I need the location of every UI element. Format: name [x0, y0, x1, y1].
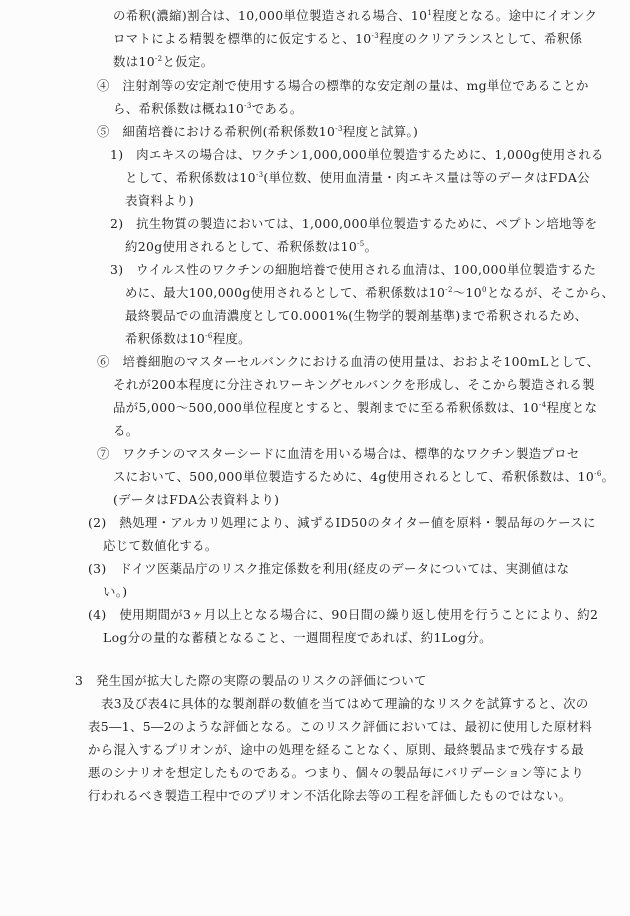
superscript: -4 — [538, 401, 547, 409]
text-span: Log分の量的な蓄積となること、一週間程度であれば、約1Log分。 — [103, 630, 492, 645]
text-span: 。 — [601, 469, 615, 484]
text-line — [125, 193, 194, 209]
text-line — [113, 377, 595, 393]
text-line — [125, 170, 590, 186]
text-line — [110, 216, 597, 232]
text-span: と仮定。 — [162, 54, 214, 69]
text-line — [125, 308, 587, 324]
superscript: -3 — [244, 102, 252, 110]
text-line — [97, 354, 599, 370]
superscript: -2 — [445, 286, 453, 294]
text-span: 最終製品での血清濃度として0.0001%(生物学的製剤基準)まで希釈されるため、 — [125, 308, 588, 323]
text-span: ⑥ 培養細胞のマスターセルバンクにおける血清の使用量は、おおよそ100mLとして、 — [97, 354, 600, 369]
text-span: 程度と試算。) — [342, 124, 419, 139]
text-span: 。 — [364, 239, 378, 254]
text-span: となるが、そこから、 — [486, 285, 615, 300]
text-span: 応じて数値化する。 — [103, 538, 218, 553]
text-span: 程度。 — [212, 331, 251, 346]
text-span: 悪のシナリオを想定したものである。つまり、個々の製品毎にバリデーション等により — [88, 765, 585, 780]
text-line — [88, 561, 569, 577]
text-line — [88, 742, 584, 758]
superscript: 0 — [482, 286, 487, 294]
text-span: い。) — [103, 584, 128, 599]
text-span: 程度とな — [546, 400, 598, 415]
text-line — [97, 446, 580, 462]
text-span: 約20g使用されるとして、希釈係数は10 — [125, 239, 358, 254]
text-span: ⑤ 細菌培養における希釈例(希釈係数10 — [97, 124, 336, 139]
text-span: (3) ドイツ医薬品庁のリスク推定係数を利用(経皮のデータについては、実測値はな — [88, 561, 570, 576]
text-line — [113, 492, 279, 508]
text-span: 程度のクリアランスとして、希釈係 — [379, 31, 583, 46]
text-line — [113, 54, 213, 70]
text-span: として、希釈係数は10 — [125, 170, 256, 185]
text-span: 3 発生国が拡大した際の実際の製品のリスクの評価について — [75, 673, 427, 688]
superscript: -5 — [357, 240, 365, 248]
text-line — [113, 469, 614, 485]
text-span: 表5―1、5―2のような評価となる。このリスク評価においては、最初に使用した原材料 — [88, 719, 593, 734]
text-span: 表3及び表4に具体的な製剤群の数値を当てはめて理論的なリスクを試算すると、次の — [101, 696, 589, 711]
text-span: 1) 肉エキスの場合は、ワクチン1,000,000単位製造するために、1,000g使用される — [110, 147, 604, 162]
text-line — [88, 719, 592, 735]
text-line — [97, 124, 418, 140]
text-span: る。 — [113, 423, 139, 438]
text-span: ロマトによる精製を標準的に仮定すると、10 — [113, 31, 372, 46]
text-span: である。 — [251, 101, 303, 116]
text-line — [110, 262, 596, 278]
superscript: -2 — [154, 55, 163, 63]
text-span: ⑦ ワクチンのマスターシードに血清を用いる場合は、標準的なワクチン製造プロセ — [97, 446, 580, 461]
text-span: ら、希釈係数は概ね10 — [113, 101, 245, 116]
text-span: (2) 熱処理・アルカリ処理により、減ずるID50のタイター値を原料・製品毎のケースに — [88, 515, 596, 530]
superscript: -3 — [371, 32, 380, 40]
text-span: スにおいて、500,000単位製造するために、4g使用されるとして、希釈係数は、10 — [113, 469, 595, 484]
text-line — [110, 147, 604, 163]
text-line — [113, 101, 303, 117]
text-line — [88, 765, 584, 781]
text-span: 行われるべき製造工程中でのプリオン不活化除去等の工程を評価したものではない。 — [88, 788, 572, 803]
text-line — [113, 423, 138, 439]
superscript: -6 — [594, 470, 602, 478]
text-span: それが200本程度に分注されワーキングセルバンクを形成し、そこから製造される製 — [113, 377, 595, 392]
text-line — [75, 673, 427, 689]
text-span: (4) 使用期間が3ヶ月以上となる場合に、90日間の繰り返し使用を行うことにより、約2 — [88, 607, 599, 622]
text-span: (データはFDA公表資料より) — [113, 492, 280, 507]
superscript: 1 — [427, 9, 433, 17]
text-line — [103, 630, 492, 646]
text-line — [103, 538, 218, 554]
text-line — [88, 515, 596, 531]
text-line — [101, 696, 589, 712]
text-span: 表資料より) — [125, 193, 194, 208]
text-span: ～10 — [452, 285, 483, 300]
text-span: めに、最大100,000g使用されるとして、希釈係数は10 — [125, 285, 446, 300]
text-line — [88, 607, 598, 623]
text-line — [113, 31, 582, 47]
text-line — [125, 285, 614, 301]
superscript: -6 — [205, 332, 213, 340]
superscript: -3 — [255, 171, 264, 179]
text-line — [113, 400, 597, 416]
text-span: ④ 注射剤等の安定剤で使用する場合の標準的な安定剤の量は、mg単位であることか — [97, 78, 589, 93]
text-span: 3) ウイルス性のワクチンの細胞培養で使用される血清は、100,000単位製造するた — [110, 262, 597, 277]
text-span: 数は10 — [113, 54, 155, 69]
text-line — [97, 78, 589, 94]
text-span: 程度となる。途中にイオンク — [432, 8, 598, 23]
text-span: の希釈(濃縮)割合は、10,000単位製造される場合、10 — [113, 8, 428, 23]
text-span: 品が5,000～500,000単位程度とすると、製剤までに至る希釈係数は、10 — [113, 400, 539, 415]
text-line — [103, 584, 127, 600]
text-span: から混入するプリオンが、途中の処理を経ることなく、原則、最終製品まで残存する最 — [88, 742, 585, 757]
text-line — [125, 239, 377, 255]
superscript: -3 — [335, 125, 343, 133]
text-line — [125, 331, 251, 347]
text-line — [88, 788, 572, 804]
text-span: 2) 抗生物質の製造においては、1,000,000単位製造するために、ペプトン培地等を — [110, 216, 598, 231]
text-line — [113, 8, 597, 24]
text-span: 希釈係数は10 — [125, 331, 206, 346]
text-span: (単位数、使用血清量・肉エキス量は等のデータはFDA公 — [263, 170, 590, 185]
